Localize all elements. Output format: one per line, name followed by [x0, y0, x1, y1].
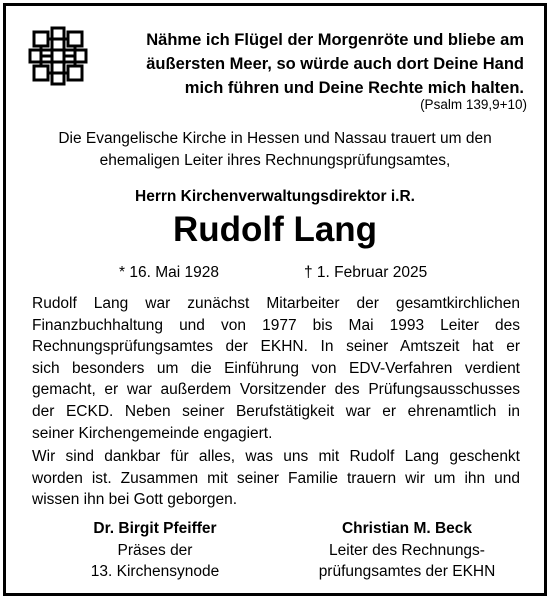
- verse-line: mich führen und Deine Rechte mich halten.: [184, 79, 524, 97]
- paragraph-line: seiner Kirchengemeinde engagiert.: [32, 424, 273, 442]
- signatory-name: Christian M. Beck: [341, 520, 473, 537]
- birth-date: * 16. Mai 1928: [119, 264, 219, 281]
- paragraph-line: worden ist. Zusammen mit seiner Familie trauern wir um ihn und: [32, 469, 520, 487]
- cross-emblem-icon: [28, 26, 88, 86]
- biography-paragraph: [32, 293, 520, 444]
- verse-line: Nähme ich Flügel der Morgenröte und bliebe am: [146, 31, 524, 49]
- paragraph-line: wissen ihn bei Gott geborgen.: [32, 491, 238, 509]
- intro-line: ehemaligen Leiter ihres Rechnungsprüfungsamtes,: [99, 152, 451, 169]
- intro-line: Die Evangelische Kirche in Hessen und Nassau trauert um den: [58, 130, 492, 147]
- signatory-name: Dr. Birgit Pfeiffer: [93, 520, 217, 537]
- obituary-frame: [3, 3, 547, 596]
- paragraph-line: Rechnungsprüfungsamtes der EKHN. In seiner Amtszeit hat er: [32, 338, 520, 356]
- deceased-name: Rudolf Lang: [172, 210, 378, 249]
- verse-citation: (Psalm 139,9+10): [420, 97, 527, 112]
- signatory-role: Leiter des Rechnungs-: [329, 541, 485, 559]
- bible-verse: [106, 28, 524, 100]
- deceased-title: Herrn Kirchenverwaltungsdirektor i.R.: [135, 188, 415, 205]
- signature-left: [40, 518, 270, 583]
- paragraph-line: Rudolf Lang war zunächst Mitarbeiter der gesamtkirchlichen: [32, 295, 520, 312]
- paragraph-line: der ECKD. Neben seiner Berufstätigkeit war er ehrenamtlich in: [32, 402, 520, 420]
- intro-text: [22, 128, 528, 172]
- signatory-role: 13. Kirchensynode: [90, 563, 220, 581]
- signatory-role: Präses der: [117, 541, 193, 559]
- death-date: † 1. Februar 2025: [304, 264, 428, 281]
- paragraph-line: gemacht, er war außerdem Vorsitzender des Prüfungsausschusses: [32, 381, 520, 399]
- signature-right: [292, 518, 522, 583]
- paragraph-line: Finanzbuchhaltung und von 1977 bis Mai 1993 Leiter des: [32, 316, 520, 334]
- gratitude-paragraph: [32, 446, 520, 511]
- paragraph-line: sich besonders um die Einführung von EDV-Verfahren verdient: [32, 359, 520, 377]
- verse-line: äußersten Meer, so würde auch dort Deine Hand: [146, 55, 524, 73]
- paragraph-line: Wir sind dankbar für alles, was uns mit Rudolf Lang geschenkt: [32, 448, 520, 465]
- signatory-role: prüfungsamtes der EKHN: [318, 563, 496, 581]
